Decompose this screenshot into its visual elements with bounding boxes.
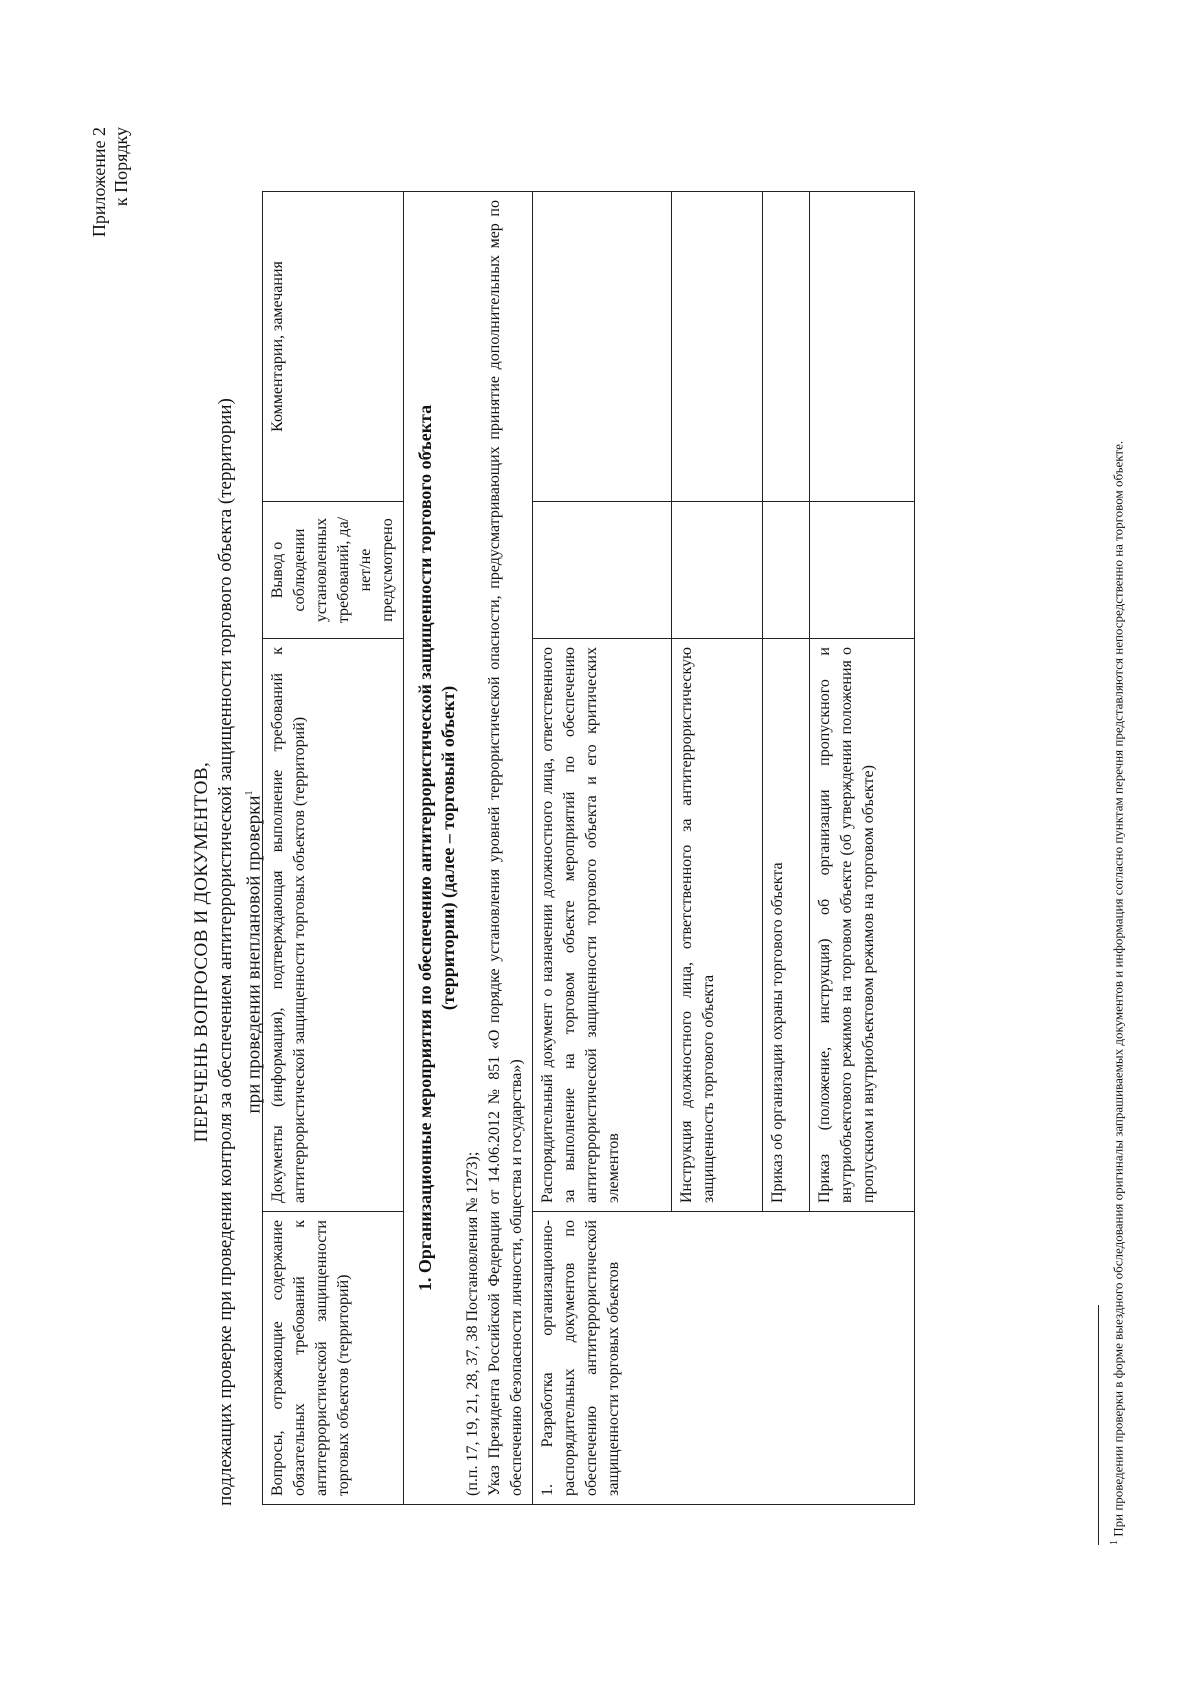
document-cell: Приказ (положение, инструкция) об организации пропускного и внутриобъектового режимов на торговом объекте (об утверждении положения о пропускном и внутриобъектовом режимов на торговом объекте) <box>810 639 915 1212</box>
conclusion-cell <box>810 502 915 639</box>
appendix-order: к Порядку <box>111 127 131 207</box>
table-row <box>533 192 672 1505</box>
comment-cell <box>672 192 763 502</box>
header-questions: Вопросы, отражающие содержание обязательных требований к антитеррористической защищенности торговых объектов (территорий) <box>263 1212 404 1505</box>
footnote-separator <box>1098 1305 1099 1545</box>
document-subtitle-2: при проведении внеплановой проверки$^1$ <box>243 790 265 1114</box>
table-header-row <box>263 192 404 1505</box>
section-reference-2: Указ Президента Российской Федерации от 14.06.2012 № 851 «О порядке установления уровней террористической опасности, предусматривающих принятие дополнительных мер по обеспечению безопасности личности, общества и государства») <box>486 200 525 1496</box>
conclusion-cell <box>533 502 672 639</box>
appendix-reference <box>88 127 132 257</box>
section-row <box>404 192 533 1505</box>
footnote-number: 1 <box>1109 1540 1120 1545</box>
question-cell: 1. Разработка организационно-распорядительных документов по обеспечению антитеррористической защищенности торговых объектов <box>533 1212 915 1505</box>
document-cell: Распорядительный документ о назначении должностного лица, ответственного за выполнение на торговом объекте мероприятий по обеспечению антитеррористической защищенности торгового объекта и его критических элементов <box>533 639 672 1212</box>
checklist-table <box>262 191 915 1505</box>
appendix-number: Приложение 2 <box>89 127 109 238</box>
header-conclusion: Вывод о соблюдении установленных требований, да/нет/не предусмотрено <box>263 502 404 639</box>
footnote-text: При проведении проверки в форме выездного обследования оригиналы запрашиваемых документов и информация согласно пунктам перечня представляются непосредственно на торговом объекте. <box>1110 440 1126 1537</box>
section-reference-1: (п.п. 17, 19, 21, 28, 37, 38 Постановления № 1273); <box>464 1151 481 1496</box>
footnote <box>1106 145 1126 1545</box>
document-cell: Инструкция должностного лица, ответственного за антитеррористическую защищенность торгового объекта <box>672 639 763 1212</box>
conclusion-cell <box>672 502 763 639</box>
header-documents: Документы (информация), подтверждающая выполнение требований к антитеррористической защищенности торговых объектов (территорий) <box>263 639 404 1212</box>
conclusion-cell <box>763 502 810 639</box>
comment-cell <box>810 192 915 502</box>
footnote-marker: 1 <box>244 790 255 796</box>
comment-cell <box>763 192 810 502</box>
section-title: 1. Организационные мероприятия по обеспечению антитеррористической защищенности торгового объекта (территории) (далее – торговый объект) <box>415 404 458 1292</box>
comment-cell <box>533 192 672 502</box>
header-comments: Комментарии, замечания <box>263 192 404 502</box>
document-cell: Приказ об организации охраны торгового объекта <box>763 639 810 1212</box>
document-title: ПЕРЕЧЕНЬ ВОПРОСОВ И ДОКУМЕНТОВ, <box>191 761 212 1143</box>
document-subtitle: подлежащих проверке при проведении контроля за обеспечением антитеррористической защищенности торгового объекта (территории) <box>215 398 236 1506</box>
